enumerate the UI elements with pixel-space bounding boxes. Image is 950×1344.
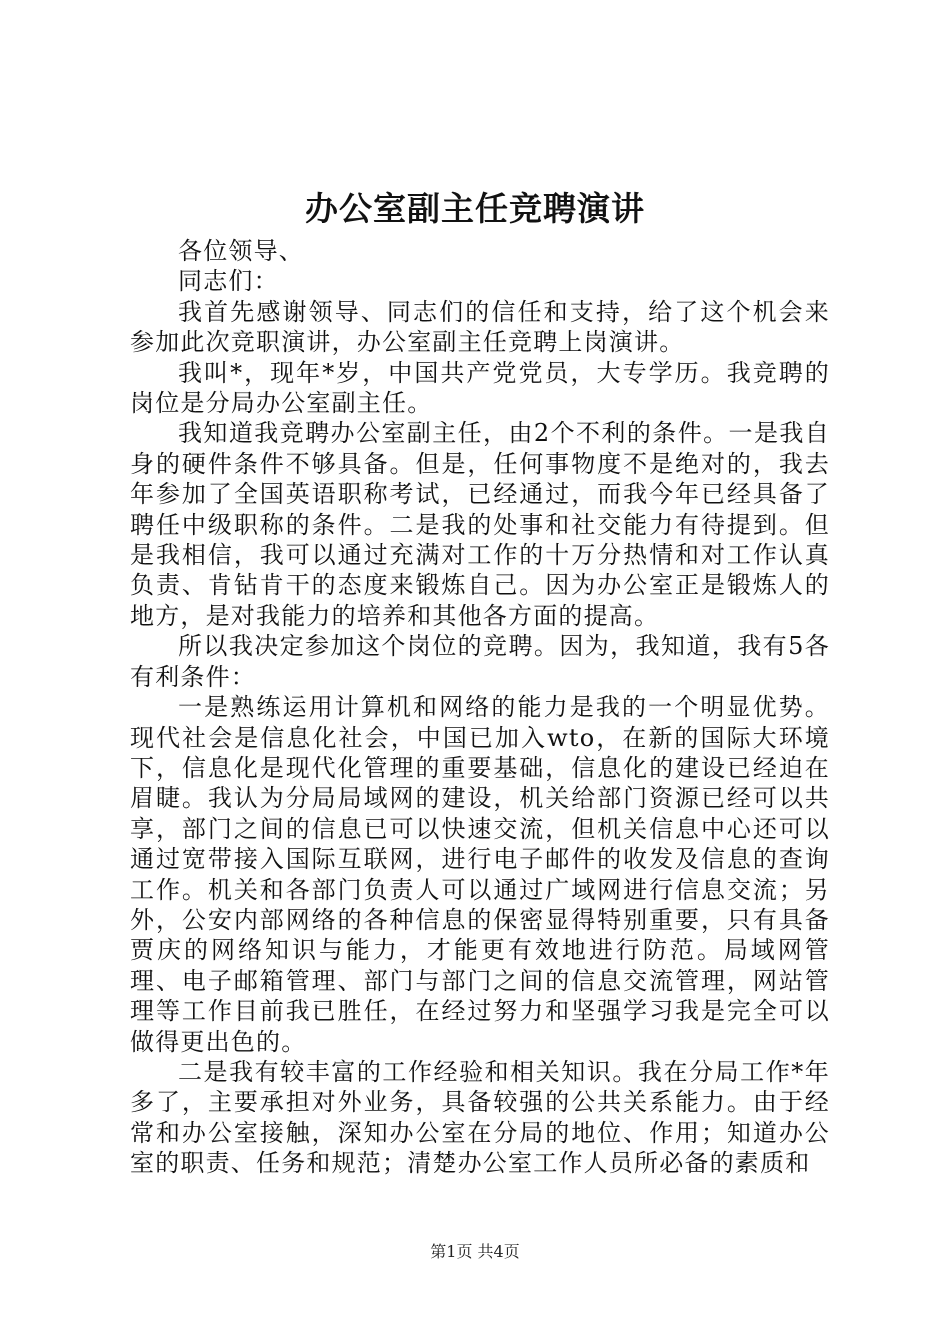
- paragraph-advantage-one: 一是熟练运用计算机和网络的能力是我的一个明显优势。现代社会是信息化社会，中国已加入wto，在新的国际大环境下，信息化是现代化管理的重要基础，信息化的建设已经迫在眉睫。我认为分局局域网的建设，机关给部门资源已经可以共享，部门之间的信息已可以快速交流，但机关信息中心还可以通过宽带接入国际互联网，进行电子邮件的收发及信息的查询工作。机关和各部门负责人可以通过广域网进行信息交流；另外，公安内部网络的各种信息的保密显得特别重要，只有具备贾庆的网络知识与能力，才能更有效地进行防范。局域网管理、电子邮箱管理、部门与部门之间的信息交流管理，网站管理等工作目前我已胜任，在经过努力和坚强学习我是完全可以做得更出色的。: [130, 693, 830, 1056]
- paragraph-opening-thanks: 我首先感谢领导、同志们的信任和支持，给了这个机会来参加此次竞职演讲，办公室副主任竞聘上岗演讲。: [130, 297, 830, 357]
- paragraph-disadvantages: 我知道我竞聘办公室副主任，由2个不利的条件。一是我自身的硬件条件不够具备。但是，任何事物度不是绝对的，我去年参加了全国英语职称考试，已经通过，而我今年已经具备了聘任中级职称的条件。二是我的处事和社交能力有待提到。但是我相信，我可以通过充满对工作的十万分热情和对工作认真负责、肯钻肯干的态度来锻炼自己。因为办公室正是锻炼人的地方，是对我能力的培养和其他各方面的提高。: [130, 419, 830, 630]
- paragraph-self-introduction: 我叫*，现年*岁，中国共产党党员，大专学历。我竞聘的岗位是分局办公室副主任。: [130, 358, 830, 418]
- document-body: [130, 236, 830, 1179]
- salutation-comrades: 同志们：: [178, 267, 279, 296]
- page-number-footer: 第1页 共4页: [430, 1242, 520, 1261]
- paragraph-decision: 所以我决定参加这个岗位的竞聘。因为，我知道，我有5各有利条件：: [130, 632, 830, 691]
- salutation-leaders: 各位领导、: [178, 237, 304, 265]
- paragraph-advantage-two: 二是我有较丰富的工作经验和相关知识。我在分局工作*年多了，主要承担对外业务，具备较强的公共关系能力。由于经常和办公室接触，深知办公室在分局的地位、作用；知道办公室的职责、任务和规范；清楚办公室工作人员所必备的素质和: [130, 1057, 830, 1178]
- document-title: 办公室副主任竞聘演讲: [305, 189, 645, 228]
